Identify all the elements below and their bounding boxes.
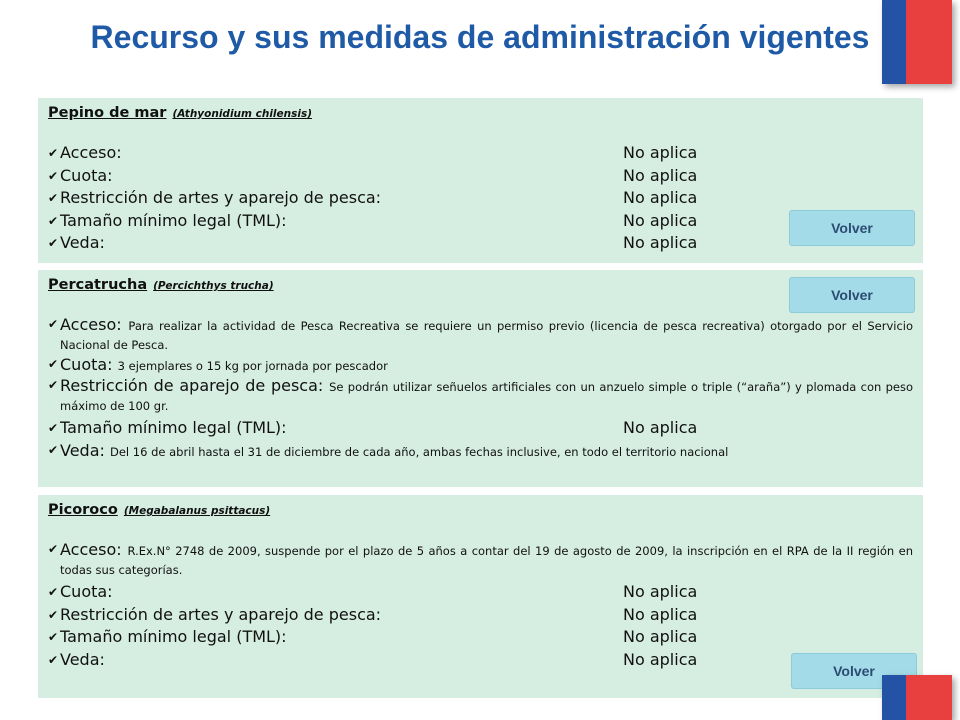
check-icon: ✔ [48, 213, 59, 228]
measure-label: Restricción de artes y aparejo de pesca: [60, 188, 382, 207]
measure-text: Del 16 de abril hasta el 31 de diciembre de cada año, ambas fechas inclusive, en todo el territorio nacional [110, 444, 729, 459]
measure-label: Tamaño mínimo legal (TML): [60, 627, 287, 646]
measure-restriccion [48, 377, 913, 415]
measure-tml [48, 210, 913, 233]
measure-acceso [48, 316, 913, 354]
check-icon: ✔ [48, 542, 59, 556]
measure-label: Cuota: [60, 355, 113, 374]
measure-cuota [48, 356, 913, 375]
check-icon: ✔ [48, 317, 59, 331]
measure-cuota [48, 581, 913, 604]
measure-label: Cuota: [60, 165, 113, 185]
volver-button[interactable]: Volver [791, 653, 917, 689]
flag-red-stripe [906, 675, 952, 720]
species-scientific-name: (Athyonidium chilensis) [172, 108, 313, 120]
measure-label: Veda: [60, 440, 105, 460]
measure-value: No aplica [623, 418, 698, 437]
measure-veda [48, 649, 913, 672]
check-icon: ✔ [48, 421, 59, 435]
measure-value: No aplica [623, 210, 698, 230]
species-scientific-name: (Percichthys trucha) [153, 280, 274, 292]
measure-value: No aplica [623, 188, 698, 207]
measure-label: Tamaño mínimo legal (TML): [60, 210, 287, 230]
page-title: Recurso y sus medidas de administración vigentes [90, 19, 870, 55]
check-icon: ✔ [48, 378, 59, 392]
check-icon: ✔ [48, 585, 59, 599]
species-heading [48, 104, 913, 124]
measure-tml [48, 417, 913, 440]
measure-value: No aplica [623, 143, 698, 162]
measure-restriccion [48, 604, 913, 627]
check-icon: ✔ [48, 191, 59, 205]
check-icon: ✔ [48, 607, 59, 622]
check-icon: ✔ [48, 146, 59, 160]
measure-acceso [48, 142, 913, 165]
measure-text: Para realizar la actividad de Pesca Recreativa se requiere un permiso previo (licencia de pesca recreativa) otorgado por el Servicio Nacional de Pesca. [60, 319, 913, 352]
check-icon: ✔ [48, 168, 59, 183]
measure-label: Cuota: [60, 582, 113, 601]
measure-value: No aplica [623, 649, 698, 669]
flag-blue-stripe [882, 675, 906, 720]
flag-logo-top [882, 0, 952, 84]
measure-restriccion [48, 187, 913, 210]
measure-label: Veda: [60, 233, 105, 252]
measure-text: Se podrán utilizar señuelos artificiales con un anzuelo simple o triple (“araña”) y plomada con peso máximo de 100 gr. [60, 380, 913, 413]
measure-value: No aplica [623, 233, 698, 252]
measure-veda [48, 442, 913, 461]
check-icon: ✔ [48, 236, 59, 250]
measure-label: Restricción de aparejo de pesca: [60, 376, 324, 395]
species-heading [48, 501, 913, 521]
species-scientific-name: (Megabalanus psittacus) [123, 505, 271, 517]
measure-value: No aplica [623, 604, 698, 624]
measure-label: Acceso: [60, 315, 122, 334]
volver-button[interactable]: Volver [789, 210, 915, 246]
flag-blue-stripe [882, 0, 906, 84]
flag-logo-bottom [882, 675, 952, 720]
measure-label: Veda: [60, 649, 105, 669]
species-name: Pepino de mar [48, 105, 167, 121]
measure-label: Restricción de artes y aparejo de pesca: [60, 604, 382, 624]
species-name: Picoroco [48, 502, 118, 518]
measure-value: No aplica [623, 165, 698, 185]
flag-red-stripe [906, 0, 952, 84]
measure-label: Acceso: [60, 143, 122, 162]
species-name: Percatrucha [48, 277, 148, 293]
measure-veda [48, 232, 913, 255]
measure-label: Tamaño mínimo legal (TML): [60, 418, 287, 437]
measure-value: No aplica [623, 582, 698, 601]
measure-text: 3 ejemplares o 15 kg por jornada por pescador [117, 359, 388, 373]
measure-value: No aplica [623, 627, 698, 646]
volver-button[interactable]: Volver [789, 277, 915, 313]
measure-tml [48, 626, 913, 649]
measure-text: R.Ex.N° 2748 de 2009, suspende por el plazo de 5 años a contar del 19 de agosto de 2009, la inscripción en el RPA de la II región en todas sus categorías. [60, 544, 913, 577]
check-icon: ✔ [48, 357, 59, 371]
check-icon: ✔ [48, 630, 59, 644]
check-icon: ✔ [48, 652, 59, 667]
species-heading [48, 276, 913, 296]
measure-cuota [48, 165, 913, 188]
check-icon: ✔ [48, 442, 59, 457]
measure-acceso [48, 541, 913, 579]
measure-label: Acceso: [60, 540, 122, 559]
